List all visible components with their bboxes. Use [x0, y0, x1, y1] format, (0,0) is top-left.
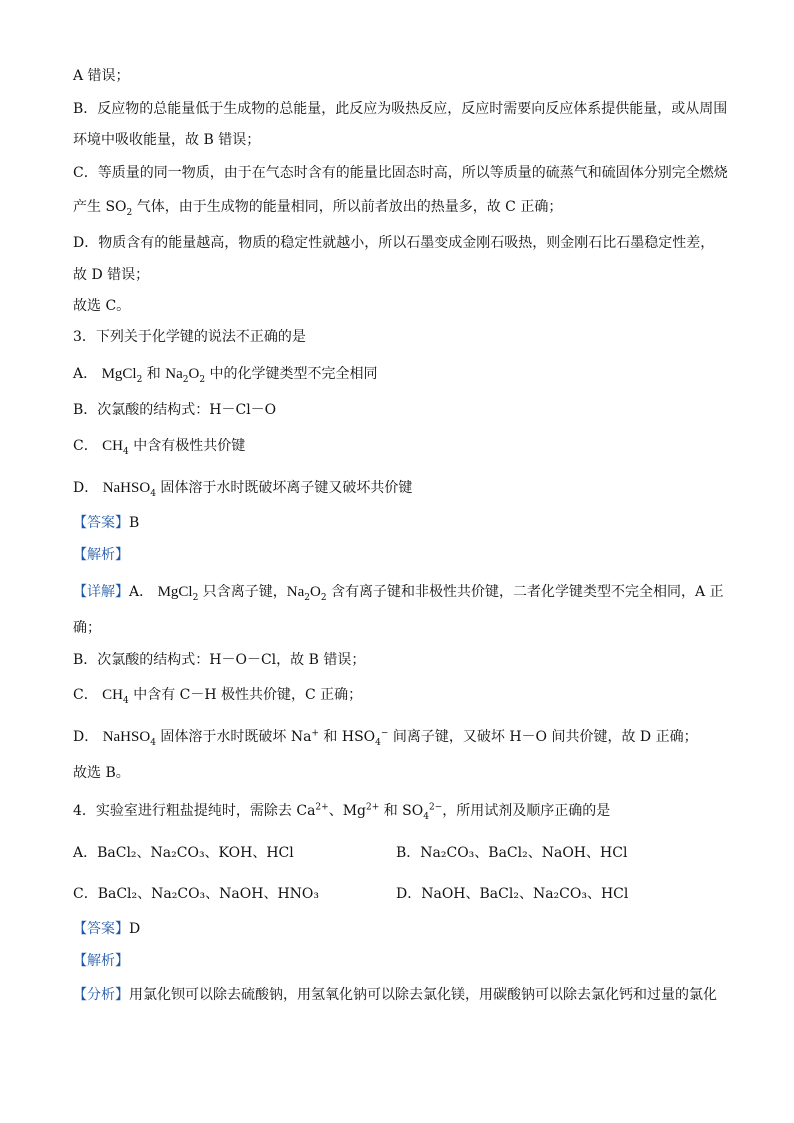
option-b: B．Na₂CO₃、BaCl₂、NaOH、HCl: [396, 845, 628, 861]
option-d: D．NaOH、BaCl₂、Na₂CO₃、HCl: [396, 886, 629, 902]
text-line: 确；: [73, 620, 101, 636]
text-line: A 错误；: [73, 68, 130, 84]
text-line: 故选 B。: [73, 765, 130, 781]
question-4-stem: 4．实验室进行粗盐提纯时，需除去 $Ca^{2+}$、$Mg^{2+}$ 和 $SO_4^{2-}$，所用试剂及顺序正确的是: [73, 802, 611, 822]
answer-line: 【答案】D: [73, 921, 141, 937]
analysis-heading: 【解析】: [73, 953, 129, 969]
text-line: B．反应物的总能量低于生成物的总能量，此反应为吸热反应，反应时需要向反应体系提供能量，或从周围: [73, 101, 728, 117]
text-line: B．次氯酸的结构式：H－O－Cl，故 B 错误；: [73, 652, 366, 668]
detail-line: 【详解】A． MgCl$_2$ 只含离子键，$Na_2O_2$ 含有离子键和非极性共价键，二者化学键类型不完全相同，A 正: [73, 584, 724, 603]
text-line: 环境中吸收能量，故 B 错误；: [73, 132, 261, 148]
option-c: C． $CH_4$ 中含有极性共价键: [73, 438, 246, 457]
text-line: C． $CH_4$ 中含有 C－H 极性共价键，C 正确；: [73, 687, 363, 706]
question-3-stem: 3．下列关于化学键的说法不正确的是: [73, 329, 306, 345]
text-line: 产生 $SO_2$ 气体，由于生成物的能量相同，所以前者放出的热量多，故 C 正确；: [73, 199, 563, 218]
analysis-heading: 【解析】: [73, 547, 129, 563]
option-a: A．BaCl₂、Na₂CO₃、KOH、HCl: [73, 845, 294, 861]
option-d: D． NaHSO$_4$ 固体溶于水时既破坏离子键又破坏共价键: [73, 480, 413, 499]
option-a: A． MgCl$_2$ 和 $Na_2O_2$ 中的化学键类型不完全相同: [73, 366, 378, 385]
option-b: B．次氯酸的结构式：H－Cl－O: [73, 402, 277, 418]
analysis-line: 【分析】用氯化钡可以除去硫酸钠，用氢氧化钠可以除去氯化镁，用碳酸钠可以除去氯化钙和过量的氯化: [73, 987, 717, 1003]
answer-line: 【答案】B: [73, 515, 140, 531]
text-line: 故 D 错误；: [73, 267, 150, 283]
option-c: C．BaCl₂、Na₂CO₃、NaOH、HNO₃: [73, 886, 319, 902]
text-line: D．物质含有的能量越高，物质的稳定性就越小，所以石墨变成金刚石吸热，则金刚石比石墨稳定性差，: [73, 235, 715, 251]
text-line: C．等质量的同一物质，由于在气态时含有的能量比固态时高，所以等质量的硫蒸气和硫固体分别完全燃烧: [73, 165, 728, 181]
text-line: 故选 C。: [73, 298, 131, 314]
text-line: D． NaHSO$_4$ 固体溶于水时既破坏 Na+ 和 $HSO_4^-$ 间离子键，又破坏 H－O 间共价键，故 D 正确；: [73, 728, 698, 748]
